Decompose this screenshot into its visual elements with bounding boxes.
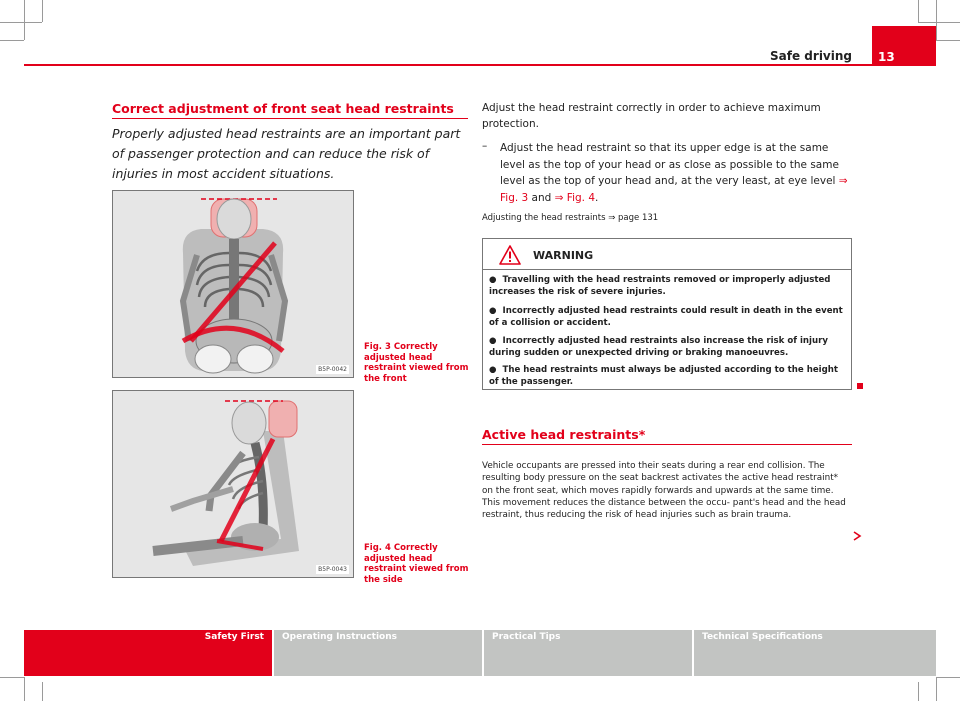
crop-mark bbox=[918, 0, 919, 22]
footer-tab-operating-instructions[interactable]: Operating Instructions bbox=[274, 630, 482, 676]
active-restraint-text: Vehicle occupants are pressed into their seats during a rear end collision. The resulting body pressure on the seat backrest activates the active head restraint* on the front seat, which moves rapidly forwards and upwards at the same time. This movement reduces the distance between the occu- pant's head and the head restraint, thus reducing the risk of head injuries such as brain trauma. bbox=[482, 461, 846, 521]
crop-mark bbox=[0, 22, 42, 23]
intro-text: Properly adjusted head restraints are an important part of passenger protection and can reduce the risk of injuries in most accident situations. bbox=[112, 126, 461, 181]
figure-caption: Fig. 3 Correctly adjusted head restraint viewed from the front bbox=[364, 342, 469, 384]
warning-item: ● The head restraints must always be adjusted according to the height of the passenger. bbox=[489, 365, 839, 387]
footer-tab-safety-first[interactable]: Safety First bbox=[24, 630, 272, 676]
figure-3-link[interactable]: ⇒ Fig. 3 bbox=[500, 175, 848, 204]
figure-code: B5P-0042 bbox=[318, 366, 347, 373]
instruction-text: Adjust the head restraint so that its upper edge is at the same level as the top of your head or as close as possible to the same level as the top of your head and, at the very least, at eye level bbox=[500, 142, 839, 187]
figure-code: B5P-0043 bbox=[318, 566, 347, 573]
crop-mark bbox=[918, 22, 960, 23]
continue-arrow-icon bbox=[852, 531, 862, 541]
instruction-and: and bbox=[528, 191, 555, 204]
crop-mark bbox=[936, 677, 960, 678]
warning-box bbox=[482, 238, 852, 390]
warning-item: ● Incorrectly adjusted head restraints also increase the risk of injury during sudden or unexpected driving or braking manoeuvres. bbox=[489, 336, 828, 358]
crop-mark bbox=[936, 677, 937, 701]
header-title: Safe driving bbox=[770, 49, 852, 63]
skeleton-side-illustration bbox=[113, 391, 354, 578]
crop-mark bbox=[936, 40, 960, 41]
figure-caption: Fig. 4 Correctly adjusted head restraint viewed from the side bbox=[364, 543, 469, 585]
page-reference-link[interactable]: Adjusting the head restraints ⇒ page 131 bbox=[482, 213, 659, 223]
crop-mark bbox=[42, 0, 43, 22]
crop-mark bbox=[936, 0, 937, 40]
crop-mark bbox=[0, 40, 24, 41]
header-rule bbox=[24, 64, 936, 66]
instruction-end: . bbox=[595, 191, 599, 204]
figure-side-view bbox=[112, 390, 354, 578]
skeleton-front-illustration bbox=[113, 191, 354, 378]
section-heading-rule bbox=[112, 118, 468, 119]
crop-mark bbox=[24, 677, 25, 701]
figure-front-view bbox=[112, 190, 354, 378]
bullet-dash: – bbox=[482, 140, 488, 152]
paragraph: Adjust the head restraint correctly in order to achieve maximum protection. bbox=[482, 102, 821, 130]
warning-item: ● Incorrectly adjusted head restraints could result in death in the event of a collision or accident. bbox=[489, 306, 843, 328]
crop-mark bbox=[42, 682, 43, 701]
crop-mark bbox=[24, 0, 25, 40]
section-heading-rule bbox=[482, 444, 852, 445]
figure-4-link[interactable]: ⇒ Fig. 4 bbox=[554, 191, 596, 204]
warning-triangle-icon bbox=[499, 245, 521, 265]
footer-tab-practical-tips[interactable]: Practical Tips bbox=[484, 630, 692, 676]
page-number: 13 bbox=[878, 50, 895, 64]
section-end-square-icon bbox=[857, 383, 863, 389]
footer-tab-technical-specifications[interactable]: Technical Specifications bbox=[694, 630, 936, 676]
crop-mark bbox=[918, 682, 919, 701]
warning-title: WARNING bbox=[533, 249, 594, 262]
section-heading: Correct adjustment of front seat head restraints bbox=[112, 101, 454, 116]
warning-header bbox=[483, 239, 851, 270]
crop-mark bbox=[0, 677, 24, 678]
warning-item: ● Travelling with the head restraints removed or improperly adjusted increases the risk of severe injuries. bbox=[489, 275, 831, 297]
instruction-item bbox=[500, 140, 852, 206]
section-heading: Active head restraints* bbox=[482, 427, 646, 442]
